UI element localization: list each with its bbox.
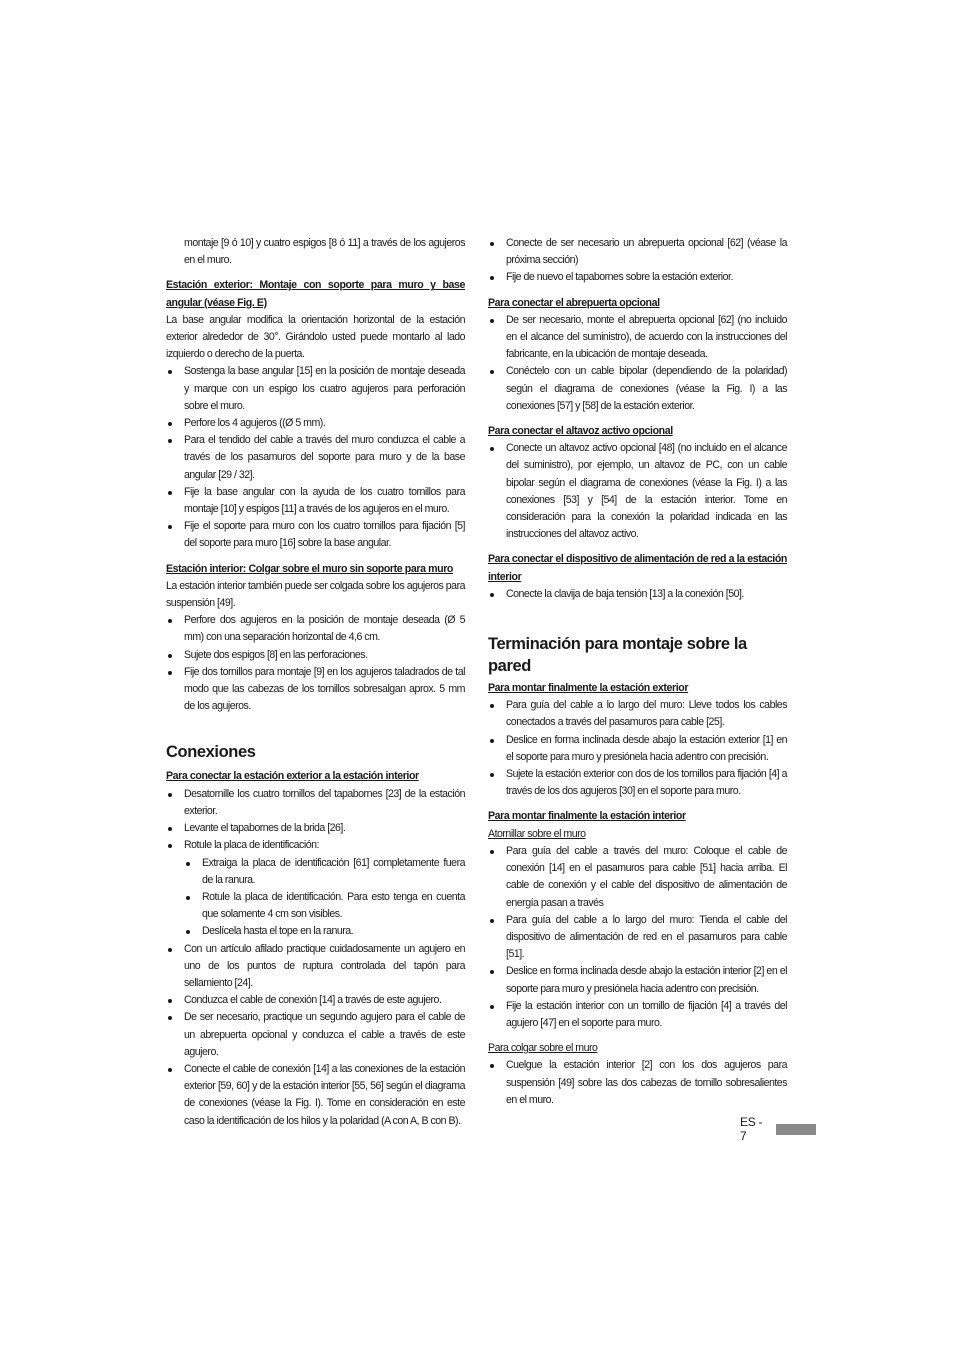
list-connect-steps-a	[166, 786, 465, 855]
list-item: Sostenga la base angular [15] en la posición de montaje deseada y marque con un espigo los cuatro agujeros para perforación sobre el muro.	[166, 363, 465, 415]
list-item: Para guía del cable a través del muro: Coloque el cable de conexión [14] en el pasamuros para cable [51] hacia arriba. El cable de conexión y el cable del dispositivo de alimentación de energía pasan a través	[488, 843, 787, 912]
list-item: De ser necesario, monte el abrepuerta opcional [62] (no incluido en el alcance del suministro), de acuerdo con la instrucciones del fabricante, en la ubicación de montaje deseada.	[488, 312, 787, 364]
list-angular-steps	[166, 363, 465, 552]
list-item: Fije el soporte para muro con los cuatro tornillos para fijación [5] del soporte para muro [16] sobre la base angular.	[166, 518, 465, 552]
list-item: Conéctelo con un cable bipolar (dependiendo de la polaridad) según el diagrama de conexiones (véase la Fig. I) a las conexiones [57] y [58] de la estación exterior.	[488, 363, 787, 415]
subheading-screw-wall: Atornillar sobre el muro	[488, 827, 586, 840]
list-final-indoor-screw	[488, 843, 787, 1032]
list-item: Fije de nuevo el tapabornes sobre la estación exterior.	[488, 269, 787, 286]
list-item: Sujete la estación exterior con dos de los tornillos para fijación [4] a través de los dos agujeros [30] en el soporte para muro.	[488, 766, 787, 800]
left-column	[166, 235, 465, 1130]
list-item: Desatornille los cuatro tornillos del tapabornes [23] de la estación exterior.	[166, 786, 465, 820]
list-item: Deslice en forma inclinada desde abajo la estación exterior [1] en el soporte para muro y presiónela hacia adentro con precisión.	[488, 732, 787, 766]
list-item: Rotule la placa de identificación. Para esto tenga en cuenta que solamente 4 cm son visibles.	[166, 889, 465, 923]
list-item: Conecte el cable de conexión [14] a las conexiones de la estación exterior [59, 60] y de la estación interior [55, 56] según el diagrama de conexiones (véase la Fig. I). Tome en consideración en este caso la identificación de los hilos y la polaridad (A con A, B con B).	[166, 1061, 465, 1130]
list-item: Perfore dos agujeros en la posición de montaje deseada (Ø 5 mm) con una separación horizontal de 4,6 cm.	[166, 612, 465, 646]
section-heading-active-speaker: Para conectar el altavoz activo opcional	[488, 425, 673, 438]
list-item: De ser necesario, practique un segundo agujero para el cable de un abrepuerta opcional y conduzca el cable a través de este agujero.	[166, 1009, 465, 1061]
list-item: Levante el tapabornes de la brida [26].	[166, 820, 465, 837]
page-number: ES - 7	[740, 1115, 763, 1143]
paragraph-indoor-hang: La estación interior también puede ser colgada sobre los agujeros para suspensión [49].	[166, 579, 465, 610]
heading-terminacion: Terminación para montaje sobre la pared	[488, 635, 747, 676]
list-item: Deslice en forma inclinada desde abajo la estación interior [2] en el soporte para muro y presiónela hacia adentro con precisión.	[488, 963, 787, 997]
page-footer	[740, 1115, 816, 1143]
section-heading-final-indoor: Para montar finalmente la estación interior	[488, 810, 686, 823]
list-indoor-hang-steps	[166, 612, 465, 715]
list-item: Para guía del cable a lo largo del muro: Tienda el cable del dispositivo de alimentación de red en el pasamuros para cable [51].	[488, 912, 787, 964]
list-door-opener	[488, 312, 787, 415]
list-item: Fije la base angular con la ayuda de los cuatro tornillos para montaje [10] y espigos [11] a través de los agujeros en el muro.	[166, 484, 465, 518]
right-column	[488, 235, 787, 1109]
heading-conexiones: Conexiones	[166, 743, 256, 762]
list-item: Perfore los 4 agujeros ((Ø 5 mm).	[166, 415, 465, 432]
list-item: Sujete dos espigos [8] en las perforaciones.	[166, 647, 465, 664]
list-item: Extraiga la placa de identificación [61] completamente fuera de la ranura.	[166, 855, 465, 889]
list-item: Conecte un altavoz activo opcional [48] (no incluido en el alcance del suministro), por ejemplo, un altavoz de PC, con un cable bipolar según el diagrama de conexiones (véase la Fig. I) a las conexiones [53] y [54] de la estación interior. Tome en consideración para la conexión la polaridad indicada en las instrucciones del altavoz activo.	[488, 440, 787, 543]
list-label-substeps	[166, 855, 465, 941]
intro-continuation: montaje [9 ó 10] y cuatro espigos [8 ó 11] a través de los agujeros en el muro.	[184, 237, 465, 267]
list-item: Deslícela hasta el tope en la ranura.	[166, 923, 465, 940]
list-item: Conduzca el cable de conexión [14] a través de este agujero.	[166, 992, 465, 1009]
list-item: Fije dos tornillos para montaje [9] en los agujeros taladrados de tal modo que las cabezas de los tornillos sobresalgan aprox. 5 mm de los agujeros.	[166, 664, 465, 716]
list-item: Rotule la placa de identificación:	[166, 837, 465, 854]
list-item: Conecte de ser necesario un abrepuerta opcional [62] (véase la próxima sección)	[488, 235, 787, 269]
list-item: Para guía del cable a lo largo del muro: Lleve todos los cables conectados a través del pasamuros para cable [25].	[488, 697, 787, 731]
list-item: Conecte la clavija de baja tensión [13] a la conexión [50].	[488, 586, 787, 603]
section-heading-final-outdoor: Para montar finalmente la estación exterior	[488, 682, 689, 695]
section-heading-indoor-hang: Estación interior: Colgar sobre el muro sin soporte para muro	[166, 562, 453, 575]
page-marker-bar	[776, 1124, 816, 1135]
section-heading-connect-stations: Para conectar la estación exterior a la estación interior	[166, 770, 419, 783]
section-heading-outdoor-angular: Estación exterior: Montaje con soporte para muro y base angular (véase Fig. E)	[166, 279, 465, 309]
subheading-hang-wall: Para colgar sobre el muro	[488, 1042, 598, 1055]
list-item: Para el tendido del cable a través del muro conduzca el cable a través de los pasamuros del soporte para muro y de la base angular [29 / 32].	[166, 432, 465, 484]
list-power-supply	[488, 586, 787, 603]
list-item: Con un artículo afilado practique cuidadosamente un agujero en uno de los puntos de ruptura controlada del tapón para sellamiento [24].	[166, 941, 465, 993]
list-item: Fije la estación interior con un tornillo de fijación [4] a través del agujero [47] en el soporte para muro.	[488, 998, 787, 1032]
list-top-continuation	[488, 235, 787, 287]
list-item: Cuelgue la estación interior [2] con los dos agujeros para suspensión [49] sobre las dos cabezas de tornillo sobresalientes en el muro.	[488, 1057, 787, 1109]
section-heading-power-supply: Para conectar el dispositivo de alimentación de red a la estación interior	[488, 553, 787, 583]
list-active-speaker	[488, 440, 787, 543]
list-final-indoor-hang	[488, 1057, 787, 1109]
paragraph-angular-base: La base angular modifica la orientación horizontal de la estación exterior alrededor de 30°. Girándolo usted puede montarlo al lado izquierdo o derecho de la puerta.	[166, 313, 465, 361]
list-final-outdoor	[488, 697, 787, 800]
section-heading-door-opener: Para conectar el abrepuerta opcional	[488, 296, 660, 309]
list-connect-steps-b	[166, 941, 465, 1130]
